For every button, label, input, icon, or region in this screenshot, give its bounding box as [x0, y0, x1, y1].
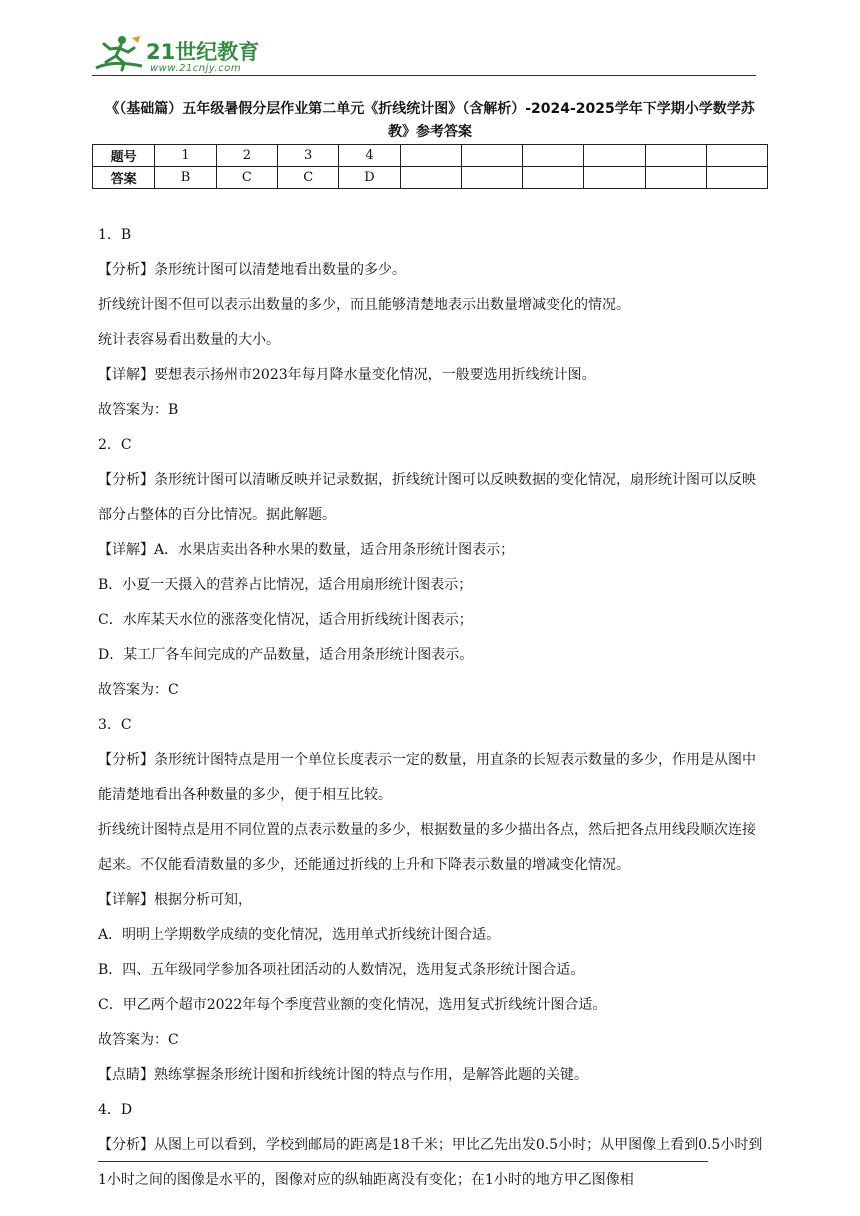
answer-text: 故答案为：C	[98, 682, 179, 698]
table-cell	[584, 145, 645, 167]
analysis-text: 【分析】从图上可以看到，学校到邮局的距离是18千米；甲比乙先出发0.5小时；从甲图像上看到0.5小时到1小时之间的图像是水平的，图像对应的纵轴距离没有变化；在1小时的地方甲乙图像相	[98, 1137, 763, 1188]
table-cell	[461, 167, 522, 189]
table-cell: 1	[155, 145, 216, 167]
logo-text: 21世纪教育	[146, 40, 260, 64]
table-cell: 2	[216, 145, 277, 167]
table-cell: B	[155, 167, 216, 189]
answer-text: 故答案为：C	[98, 1032, 179, 1048]
detail-text: B．小夏一天摄入的营养占比情况，适合用扇形统计图表示；	[98, 577, 473, 593]
page-title: 《（基础篇）五年级暑假分层作业第二单元《折线统计图》（含解析）-2024-2025学年下学期小学数学苏教》参考答案	[105, 101, 755, 140]
table-cell	[584, 167, 645, 189]
page-header	[92, 28, 756, 78]
question-number: 3．C	[98, 717, 132, 733]
table-row-answers	[93, 167, 768, 189]
question-number: 2．C	[98, 437, 132, 453]
table-cell	[400, 145, 461, 167]
detail-text: D．某工厂各车间完成的产品数量，适合用条形统计图表示。	[98, 647, 474, 663]
detail-text: C．甲乙两个超市2022年每个季度营业额的变化情况，选用复式折线统计图合适。	[98, 997, 607, 1013]
question-number: 1．B	[98, 227, 132, 243]
answer-explanations	[98, 218, 766, 1198]
header-divider	[92, 75, 756, 76]
table-cell: C	[278, 167, 339, 189]
table-cell	[706, 145, 767, 167]
row-label-answer: 答案	[93, 167, 155, 189]
table-cell: C	[216, 167, 277, 189]
analysis-text: 【分析】条形统计图特点是用一个单位长度表示一定的数量，用直条的长短表示数量的多少，作用是从图中能清楚地看出各种数量的多少，便于相互比较。	[98, 752, 756, 803]
table-cell	[461, 145, 522, 167]
table-cell: 3	[278, 145, 339, 167]
table-cell	[645, 145, 706, 167]
footer-divider	[98, 1161, 708, 1162]
detail-text: 【详解】要想表示扬州市2023年每月降水量变化情况，一般要选用折线统计图。	[98, 367, 596, 383]
analysis-text: 【分析】条形统计图可以清晰反映并记录数据，折线统计图可以反映数据的变化情况，扇形统计图可以反映部分占整体的百分比情况。据此解题。	[98, 472, 756, 523]
logo-url: www.21cnjy.com	[150, 63, 242, 74]
table-cell	[400, 167, 461, 189]
detail-text: C．水库某天水位的涨落变化情况，适合用折线统计图表示；	[98, 612, 473, 628]
analysis-text: 折线统计图不但可以表示出数量的多少，而且能够清楚地表示出数量增减变化的情况。	[98, 297, 630, 313]
table-cell	[523, 145, 584, 167]
table-cell: 4	[339, 145, 400, 167]
answer-table	[92, 144, 768, 189]
running-figure-icon	[92, 32, 148, 76]
answer-text: 故答案为：B	[98, 402, 179, 418]
analysis-text: 【分析】条形统计图可以清楚地看出数量的多少。	[98, 262, 406, 278]
detail-text: 【详解】根据分析可知，	[98, 892, 252, 908]
detail-text: 【详解】A．水果店卖出各种水果的数量，适合用条形统计图表示；	[98, 542, 515, 558]
table-cell: D	[339, 167, 400, 189]
question-number: 4．D	[98, 1102, 133, 1118]
analysis-text: 统计表容易看出数量的大小。	[98, 332, 280, 348]
table-row-numbers	[93, 145, 768, 167]
table-cell	[706, 167, 767, 189]
table-cell	[523, 167, 584, 189]
key-point-text: 【点睛】熟练掌握条形统计图和折线统计图的特点与作用，是解答此题的关键。	[98, 1067, 588, 1083]
analysis-text: 折线统计图特点是用不同位置的点表示数量的多少，根据数量的多少描出各点，然后把各点用线段顺次连接起来。不仅能看清数量的多少，还能通过折线的上升和下降表示数量的增减变化情况。	[98, 822, 756, 873]
row-label-number: 题号	[93, 145, 155, 167]
logo	[92, 32, 272, 76]
detail-text: B．四、五年级同学参加各项社团活动的人数情况，选用复式条形统计图合适。	[98, 962, 585, 978]
detail-text: A．明明上学期数学成绩的变化情况，选用单式折线统计图合适。	[98, 927, 501, 943]
table-cell	[645, 167, 706, 189]
